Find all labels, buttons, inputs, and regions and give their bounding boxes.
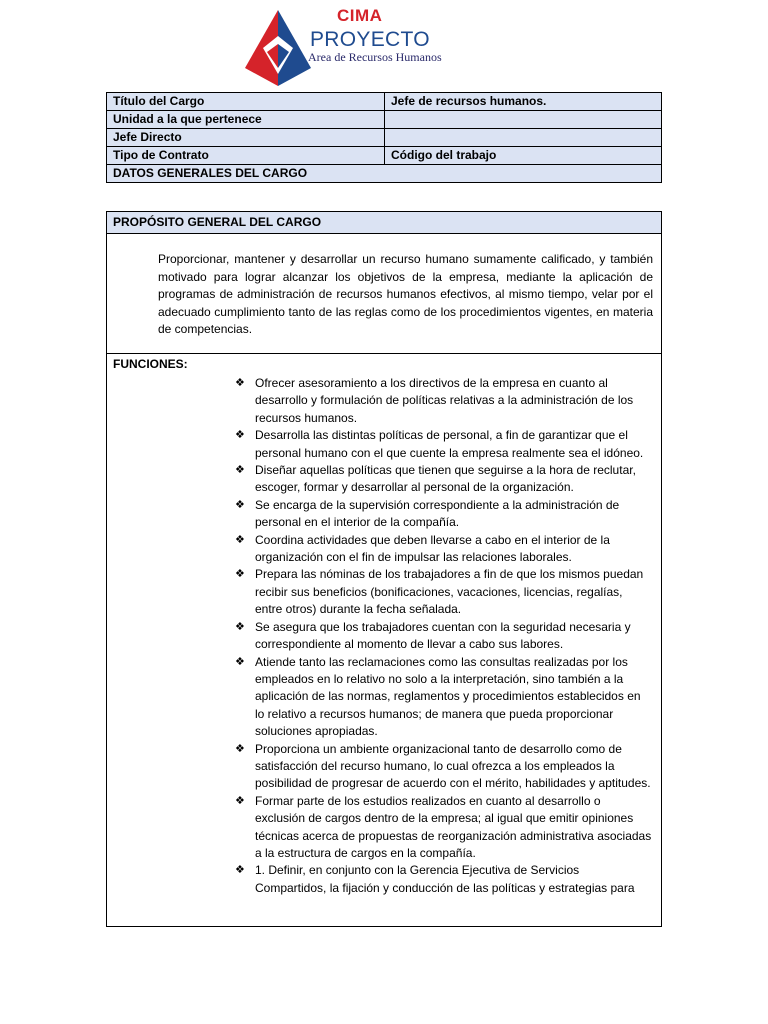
diamond-bullet-icon: ❖ <box>235 568 245 581</box>
purpose-title: PROPÓSITO GENERAL DEL CARGO <box>107 212 661 234</box>
unit-value <box>385 111 662 129</box>
brand-area: Area de Recursos Humanos <box>308 50 442 64</box>
contract-type-label: Tipo de Contrato <box>107 147 385 165</box>
list-item <box>235 375 653 427</box>
diamond-bullet-icon: ❖ <box>235 533 245 546</box>
table-row <box>107 129 662 147</box>
list-item <box>235 741 653 793</box>
function-text: Desarrolla las distintas políticas de personal, a fin de garantizar que el personal humano con el que cuente la empresa realmente sea el idóneo. <box>255 428 644 460</box>
diamond-bullet-icon: ❖ <box>235 620 245 633</box>
list-item <box>235 566 653 618</box>
contract-type-value: Código del trabajo <box>385 147 662 165</box>
table-row <box>107 165 662 183</box>
table-row <box>107 111 662 129</box>
function-text: Diseñar aquellas políticas que tienen que seguirse a la hora de reclutar, escoger, formar y desarrollar al personal de la organización. <box>255 463 636 495</box>
function-text: Formar parte de los estudios realizados en cuanto al desarrollo o exclusión de cargos dentro de la empresa; al igual que emitir opiniones técnicas acerca de propuestas de reorganización administrativa asociadas a la estructura de cargos en la compañía. <box>255 793 652 860</box>
direct-boss-value <box>385 129 662 147</box>
unit-label: Unidad a la que pertenece <box>107 111 385 129</box>
job-info-table <box>106 92 662 183</box>
function-text: Ofrecer asesoramiento a los directivos de la empresa en cuanto al desarrollo y formulación de políticas relativas a la administración de los recursos humanos. <box>255 376 634 425</box>
function-text: Se asegura que los trabajadores cuentan con la seguridad necesaria y correspondiente al momento de llevar a cabo sus labores. <box>255 619 631 652</box>
diamond-bullet-icon: ❖ <box>235 655 245 668</box>
diamond-bullet-icon: ❖ <box>235 742 245 755</box>
cima-logo-icon <box>243 8 313 88</box>
list-item <box>235 654 653 741</box>
job-title-label: Título del Cargo <box>107 93 385 111</box>
diamond-bullet-icon: ❖ <box>235 794 245 807</box>
functions-title: FUNCIONES: <box>113 357 188 371</box>
list-item <box>235 619 653 654</box>
table-row <box>107 93 662 111</box>
diamond-bullet-icon: ❖ <box>235 377 245 389</box>
function-text: Se encarga de la supervisión correspondiente a la administración de personal en el interior de la compañía. <box>255 497 620 530</box>
diamond-bullet-icon: ❖ <box>235 498 245 511</box>
list-item <box>235 532 653 567</box>
general-data-heading: DATOS GENERALES DEL CARGO <box>107 165 662 183</box>
diamond-bullet-icon: ❖ <box>235 464 245 477</box>
direct-boss-label: Jefe Directo <box>107 129 385 147</box>
function-text: Proporciona un ambiente organizacional tanto de desarrollo como de satisfacción del recurso humano, lo cual ofrezca a los empleados la posibilidad de progresar de acuerdo con el mérito, habilidades y aptitudes. <box>255 741 651 791</box>
diamond-bullet-icon: ❖ <box>235 429 245 442</box>
functions-list <box>113 375 653 897</box>
list-item <box>235 862 653 897</box>
function-text: Atiende tanto las reclamaciones como las consultas realizadas por los empleados en lo relativo no solo a la interpretación, sino también a la aplicación de las normas, reglamentos y procedimientos establecidos en lo relativo a recursos humanos; de manera que pueda proporcionar soluciones apropiadas. <box>255 654 641 739</box>
list-item <box>235 497 653 532</box>
function-text: Coordina actividades que deben llevarse a cabo en el interior de la organización con el fin de impulsar las relaciones laborales. <box>255 532 610 565</box>
function-text: 1. Definir, en conjunto con la Gerencia Ejecutiva de Servicios Compartidos, la fijación y conducción de las políticas y estrategias para <box>255 863 635 895</box>
function-text: Prepara las nóminas de los trabajadores a fin de que los mismos puedan recibir sus beneficios (bonificaciones, vacaciones, licencias, regalías, entre otros) durante la fecha señalada. <box>255 567 644 617</box>
list-item <box>235 462 653 497</box>
job-description-box <box>106 211 662 927</box>
brand-subtitle: PROYECTO <box>310 28 430 51</box>
purpose-text: Proporcionar, mantener y desarrollar un recurso humano sumamente calificado, y también motivado para lograr alcanzar los objetivos de la empresa, mediante la aplicación de programas de administración de recursos humanos efectivos, al mismo tiempo, velar por el adecuado cumplimiento tanto de las reglas como de los procedimientos vigentes, en materia de competencias. <box>107 234 661 354</box>
brand-name: CIMA <box>337 6 383 25</box>
list-item <box>235 793 653 863</box>
list-item <box>235 427 653 462</box>
table-row <box>107 147 662 165</box>
functions-section <box>107 354 661 897</box>
diamond-bullet-icon: ❖ <box>235 864 245 877</box>
job-title-value: Jefe de recursos humanos. <box>385 93 662 111</box>
